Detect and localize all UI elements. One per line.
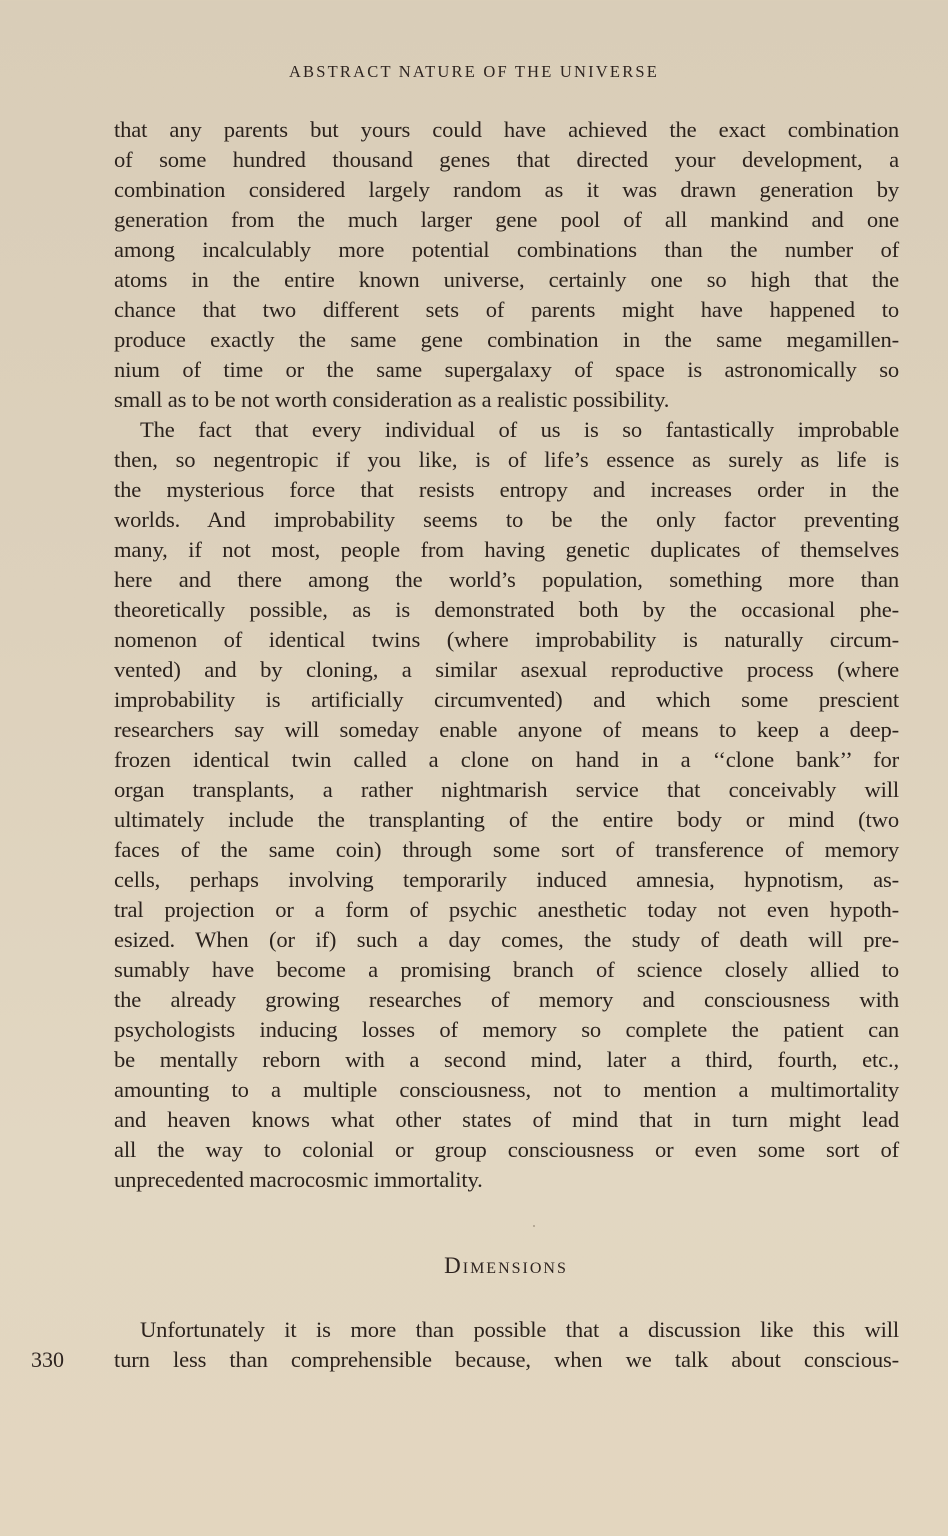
body-text [114, 115, 899, 1195]
text-line: theoretically possible, as is demonstrated both by the occasional phe- [114, 597, 899, 622]
text-line: all the way to colonial or group consciousness or even some sort of [114, 1137, 899, 1162]
text-line: produce exactly the same gene combination in the same megamillen- [114, 327, 899, 352]
text-line: frozen identical twin called a clone on hand in a ‘‘clone bank’’ for [114, 747, 899, 772]
text-line: and heaven knows what other states of mind that in turn might lead [114, 1107, 899, 1132]
running-head: ABSTRACT NATURE OF THE UNIVERSE [288, 62, 660, 81]
section-body [114, 1315, 899, 1375]
text-line: of some hundred thousand genes that directed your development, a [114, 147, 899, 172]
text-line: esized. When (or if) such a day comes, the study of death will pre- [114, 927, 899, 952]
text-line: ultimately include the transplanting of the entire body or mind (two [114, 807, 899, 832]
text-line: among incalculably more potential combinations than the number of [114, 237, 899, 262]
text-line: organ transplants, a rather nightmarish service that conceivably will [114, 777, 899, 802]
text-line: The fact that every individual of us is so fantastically improbable [140, 417, 899, 442]
text-line: vented) and by cloning, a similar asexual reproductive process (where [114, 657, 899, 682]
text-line: here and there among the world’s population, something more than [114, 567, 899, 592]
text-line: faces of the same coin) through some sort of transference of memory [114, 837, 899, 862]
paragraph [114, 1315, 899, 1375]
print-speck [533, 1225, 535, 1227]
text-line: amounting to a multiple consciousness, not to mention a multimortality [114, 1077, 899, 1102]
text-line: worlds. And improbability seems to be the only factor preventing [114, 507, 899, 532]
text-line: nomenon of identical twins (where improbability is naturally circum- [114, 627, 899, 652]
text-line: nium of time or the same supergalaxy of space is astronomically so [114, 357, 899, 382]
text-line: generation from the much larger gene pool of all mankind and one [114, 207, 899, 232]
text-line: many, if not most, people from having genetic duplicates of themselves [114, 537, 899, 562]
text-line: sumably have become a promising branch of science closely allied to [114, 957, 899, 982]
text-line: small as to be not worth consideration as a realistic possibility. [114, 387, 670, 412]
text-line: unprecedented macrocosmic immortality. [114, 1167, 483, 1192]
section-heading: Dimensions [444, 1253, 568, 1278]
text-line: combination considered largely random as it was drawn generation by [114, 177, 899, 202]
text-line: atoms in the entire known universe, certainly one so high that the [114, 267, 899, 292]
paragraph [114, 115, 899, 415]
text-line: the mysterious force that resists entropy and increases order in the [114, 477, 899, 502]
text-line: be mentally reborn with a second mind, later a third, fourth, etc., [114, 1047, 899, 1072]
text-line: chance that two different sets of parents might have happened to [114, 297, 899, 322]
text-line: psychologists inducing losses of memory so complete the patient can [114, 1017, 899, 1042]
text-line: that any parents but yours could have achieved the exact combination [114, 117, 899, 142]
paragraph [114, 415, 899, 1195]
text-line: researchers say will someday enable anyone of means to keep a deep- [114, 717, 899, 742]
text-line: improbability is artificially circumvented) and which some prescient [114, 687, 899, 712]
text-line: the already growing researches of memory and consciousness with [114, 987, 899, 1012]
text-line: Unfortunately it is more than possible that a discussion like this will [140, 1317, 899, 1342]
text-line: tral projection or a form of psychic anesthetic today not even hypoth- [114, 897, 899, 922]
text-line: cells, perhaps involving temporarily induced amnesia, hypnotism, as- [114, 867, 899, 892]
page-number: 330 [31, 1347, 64, 1372]
text-line: then, so negentropic if you like, is of life’s essence as surely as life is [114, 447, 899, 472]
text-line: turn less than comprehensible because, when we talk about conscious- [114, 1347, 899, 1372]
